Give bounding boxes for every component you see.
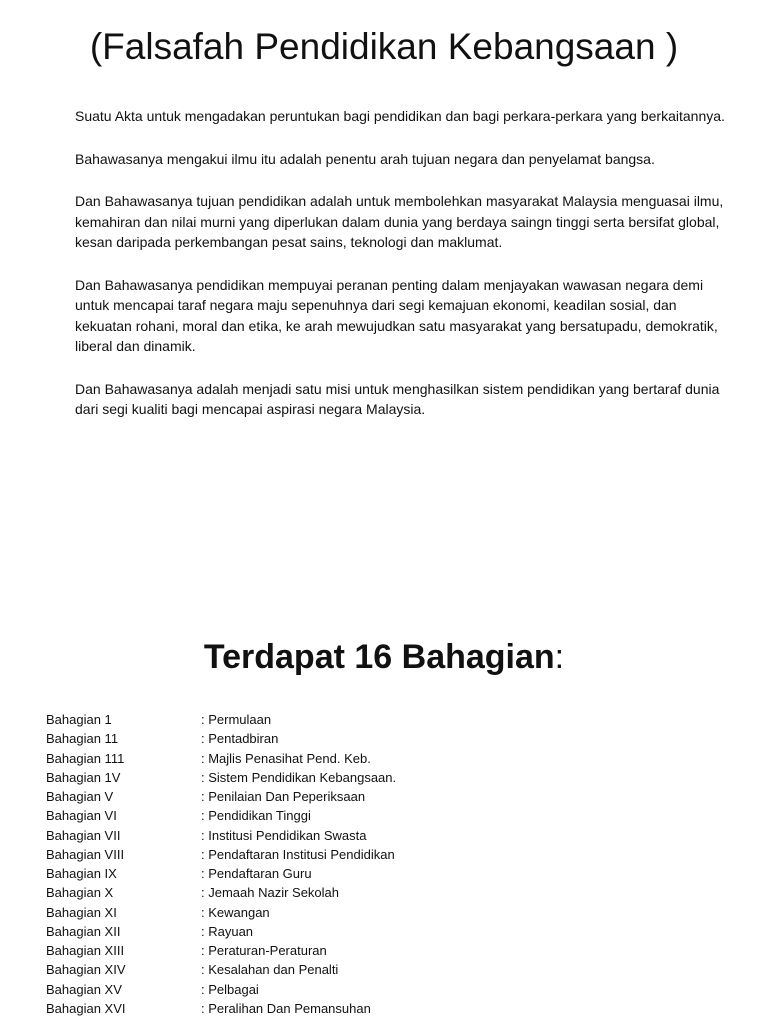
- part-desc: : Pendaftaran Guru: [201, 866, 312, 881]
- part-row: [46, 999, 736, 1018]
- paragraph-suatu-akta: Suatu Akta untuk mengadakan peruntukan bagi pendidikan dan bagi perkara-perkara yang berkaitannya.: [75, 108, 725, 124]
- part-desc: : Pendidikan Tinggi: [201, 808, 311, 824]
- part-desc: : Pentadbiran: [201, 731, 279, 747]
- paragraph-misi: Dan Bahawasanya adalah menjadi satu misi untuk menghasilkan sistem pendidikan yang bertaraf dunia dari segi kualiti bagi mencapai aspirasi negara Malaysia.: [75, 380, 720, 417]
- part-row: [46, 749, 736, 768]
- part-name: Bahagian X: [46, 885, 114, 901]
- part-name: Bahagian IX: [46, 866, 117, 881]
- part-row: [46, 883, 736, 902]
- part-desc: : Rayuan: [201, 923, 254, 939]
- part-row: [46, 941, 736, 960]
- part-row: [46, 826, 736, 845]
- part-name: Bahagian VI: [46, 808, 117, 824]
- part-row: [46, 903, 736, 922]
- section-heading-text: Terdapat 16 Bahagian: [203, 638, 555, 676]
- part-desc: : Institusi Pendidikan Swasta: [201, 827, 367, 843]
- part-row: [46, 845, 736, 864]
- part-desc: : Pendaftaran Institusi Pendidikan: [201, 846, 395, 862]
- part-row: [46, 710, 736, 729]
- paragraph-peranan-pendidikan: Dan Bahawasanya pendidikan mempuyai peranan penting dalam menjayakan wawasan negara demi untuk mencapai taraf negara maju sepenuhnya dari segi kemajuan ekonomi, keadilan sosial, dan kekuatan rohani, moral dan etika, ke arah mewujudkan satu masyarakat yang bersatupadu, demokratik, liberal dan dinamik.: [75, 276, 718, 354]
- part-row: [46, 729, 736, 748]
- part-desc: : Permulaan: [201, 712, 272, 727]
- part-desc: : Sistem Pendidikan Kebangsaan.: [201, 769, 397, 785]
- part-name: Bahagian XVI: [46, 1000, 126, 1016]
- part-row: [46, 787, 736, 806]
- part-name: Bahagian 1V: [46, 769, 121, 785]
- parts-list: [46, 710, 736, 1018]
- part-name: Bahagian V: [46, 789, 114, 804]
- part-desc: : Peraturan-Peraturan: [201, 943, 327, 958]
- preamble-text: [75, 106, 735, 442]
- part-name: Bahagian XV: [46, 981, 122, 997]
- part-name: Bahagian XI: [46, 904, 117, 920]
- page-title: (Falsafah Pendidikan Kebangsaan ): [89, 26, 679, 67]
- part-row: [46, 806, 736, 825]
- section-heading-colon: :: [554, 638, 565, 676]
- part-row: [46, 768, 736, 787]
- part-desc: : Pelbagai: [201, 981, 259, 997]
- part-desc: : Peralihan Dan Pemansuhan: [201, 1000, 371, 1016]
- paragraph-tujuan-pendidikan: Dan Bahawasanya tujuan pendidikan adalah untuk membolehkan masyarakat Malaysia menguasai ilmu, kemahiran dan nilai murni yang diperlukan dalam dunia yang berdaya saingn tinggi serta bersifat global, kesan daripada perkembangan pesat sains, teknologi dan maklumat.: [75, 193, 724, 250]
- paragraph-mengakui-ilmu: Bahawasanya mengakui ilmu itu adalah penentu arah tujuan negara dan penyelamat bangsa.: [75, 150, 655, 167]
- part-name: Bahagian VIII: [46, 846, 125, 862]
- part-desc: : Kewangan: [201, 904, 270, 920]
- part-desc: : Majlis Penasihat Pend. Keb.: [201, 750, 371, 766]
- part-row: [46, 864, 736, 883]
- part-name: Bahagian VII: [46, 827, 121, 843]
- part-row: [46, 980, 736, 999]
- part-desc: : Kesalahan dan Penalti: [201, 962, 339, 978]
- part-name: Bahagian XIV: [46, 962, 126, 978]
- part-name: Bahagian XII: [46, 923, 121, 939]
- part-name: Bahagian 111: [46, 750, 125, 766]
- part-name: Bahagian 1: [46, 712, 112, 727]
- part-desc: : Penilaian Dan Peperiksaan: [201, 789, 366, 804]
- part-desc: : Jemaah Nazir Sekolah: [201, 885, 340, 901]
- part-row: [46, 922, 736, 941]
- section-heading: [0, 634, 768, 680]
- part-name: Bahagian XIII: [46, 943, 125, 958]
- part-name: Bahagian 11: [46, 731, 119, 747]
- part-row: [46, 960, 736, 979]
- slide-bahagian: [0, 620, 768, 1024]
